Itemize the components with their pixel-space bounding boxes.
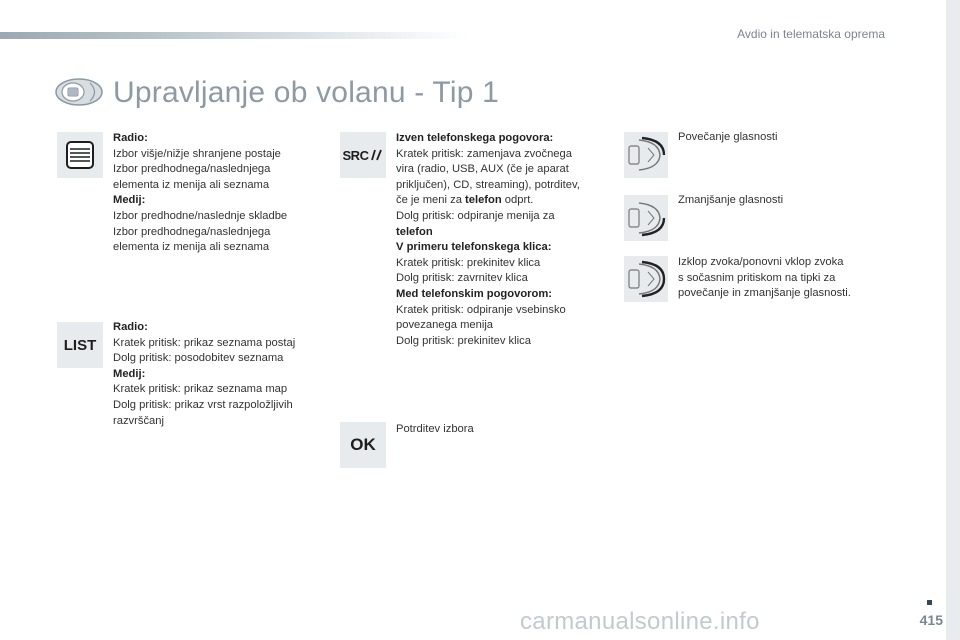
mute-button	[624, 256, 668, 302]
page-number: 415	[919, 612, 943, 628]
scroll-wheel-button	[57, 132, 103, 178]
text-line: Kratek pritisk: prekinitev klica	[396, 256, 541, 269]
ok-description: Potrditev izbora	[396, 423, 474, 435]
list-icon: LIST	[63, 336, 97, 354]
text-line: priključen), CD, streaming), potrditev,	[396, 178, 580, 191]
list-button	[57, 322, 103, 368]
src-icon	[343, 148, 384, 163]
volume-rocker-icon	[626, 197, 666, 239]
radio-label: Radio:	[113, 132, 148, 144]
text-line: Dolg pritisk: zavrnitev klica	[396, 272, 528, 285]
phone-icon	[369, 148, 383, 162]
scroll-wheel-description	[113, 131, 328, 256]
text-line: Dolg pritisk: prekinitev klica	[396, 334, 531, 347]
src-button	[340, 132, 386, 178]
bold-term: telefon	[465, 194, 502, 207]
watermark: carmanualsonline.info	[520, 608, 760, 635]
page-edge-strip	[946, 0, 960, 640]
text-line: Izklop zvoka/ponovni vklop zvoka	[678, 256, 844, 268]
text-line: Izbor predhodnega/naslednjega	[113, 225, 271, 238]
volume-down-button	[624, 195, 668, 241]
heading: Med telefonskim pogovorom:	[396, 287, 553, 300]
page-title: Upravljanje ob volanu - Tip 1	[113, 76, 500, 109]
text-line: Dolg pritisk: odpiranje menija za	[396, 209, 555, 222]
text-line: Izbor višje/nižje shranjene postaje	[113, 147, 281, 160]
volume-down-description: Zmanjšanje glasnosti	[678, 194, 784, 206]
heading: Izven telefonskega pogovora:	[396, 132, 554, 144]
text-line: Dolg pritisk: prikaz vrst razpoložljivih	[113, 398, 293, 411]
text-line: Dolg pritisk: posodobitev seznama	[113, 352, 284, 365]
ok-button	[340, 422, 386, 468]
list-description	[113, 320, 328, 429]
ok-icon: OK	[350, 435, 376, 454]
media-label: Medij:	[113, 367, 146, 380]
text-line: Kratek pritisk: prikaz seznama postaj	[113, 336, 296, 349]
text-line: Izbor predhodne/naslednje skladbe	[113, 209, 288, 222]
text-line	[396, 193, 611, 209]
radio-label: Radio:	[113, 321, 148, 333]
page-marker	[927, 600, 932, 605]
volume-up-button	[624, 132, 668, 178]
text-span: odprt.	[501, 194, 534, 207]
chapter-title: Avdio in telematska oprema	[737, 27, 885, 41]
text-line: povečanje in zmanjšanje glasnosti.	[678, 287, 851, 300]
text-line: Kratek pritisk: prikaz seznama map	[113, 383, 288, 396]
text-line: Izbor predhodnega/naslednjega	[113, 163, 271, 176]
text-line: s sočasnim pritiskom na tipki za	[678, 271, 836, 284]
bold-term: telefon	[396, 225, 433, 238]
volume-up-description: Povečanje glasnosti	[678, 131, 778, 143]
header-gradient-bar	[0, 32, 470, 39]
text-line: povezanega menija	[396, 319, 494, 332]
text-line: razvrščanj	[113, 414, 164, 427]
heading: V primeru telefonskega klica:	[396, 241, 552, 254]
mute-description	[678, 255, 888, 302]
steering-wheel-control-icon	[54, 77, 104, 107]
text-line: Kratek pritisk: zamenjava zvočnega	[396, 147, 572, 160]
volume-rocker-icon	[626, 134, 666, 176]
text-line: elementa iz menija ali seznama	[113, 178, 270, 191]
volume-rocker-icon	[626, 258, 666, 300]
text-line: vira (radio, USB, AUX (če je aparat	[396, 163, 569, 176]
text-line: Kratek pritisk: odpiranje vsebinsko	[396, 303, 566, 316]
text-line: elementa iz menija ali seznama	[113, 241, 270, 254]
src-label: SRC	[342, 147, 369, 163]
media-label: Medij:	[113, 194, 146, 207]
scroll-wheel-icon	[64, 139, 96, 171]
text-span: če je meni za	[396, 194, 466, 207]
src-description	[396, 131, 611, 349]
